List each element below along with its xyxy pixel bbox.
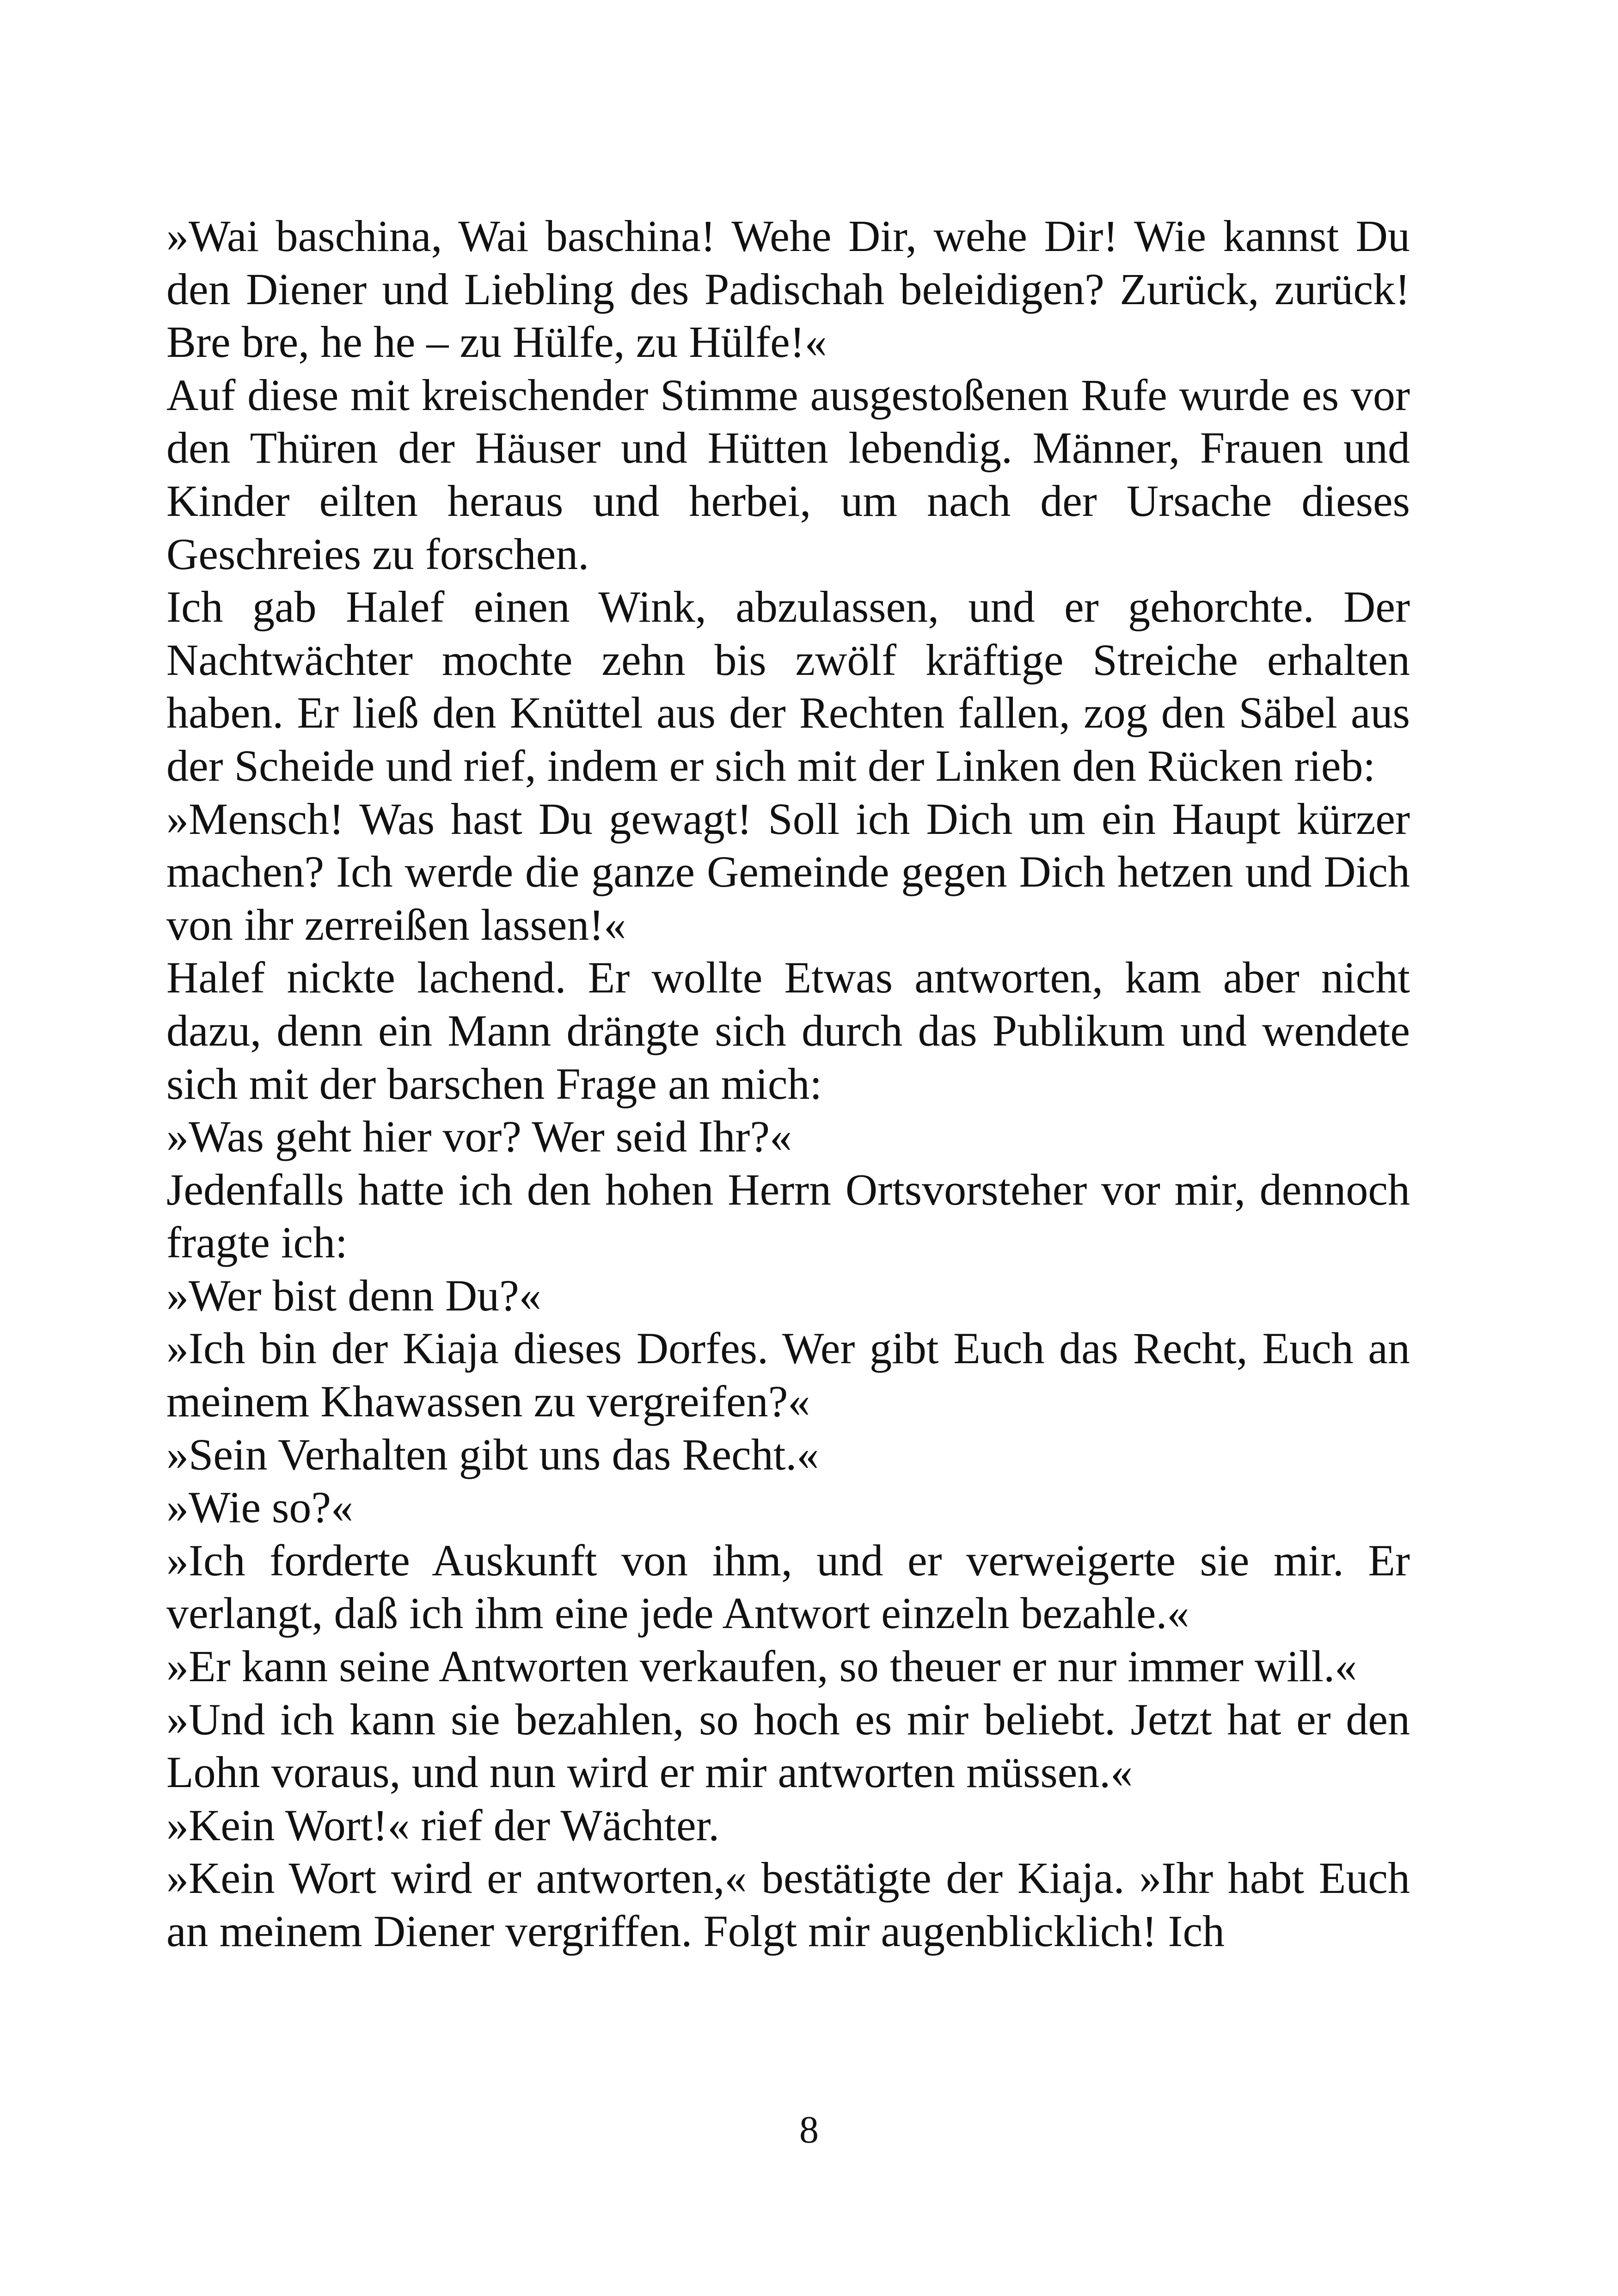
paragraph: »Ich bin der Kiaja dieses Dorfes. Wer gibt Euch das Recht, Euch an meinem Khawassen zu vergreifen?« bbox=[166, 1323, 1410, 1427]
paragraph: Auf diese mit kreischender Stimme ausgestoßenen Rufe wurde es vor den Thüren der Häuser und Hütten lebendig. Männer, Frauen und Kinder eilten heraus und herbei, um nach der Ursache dieses Geschreies zu forschen. bbox=[166, 370, 1410, 579]
paragraph: Halef nickte lachend. Er wollte Etwas antworten, kam aber nicht dazu, denn ein Mann drängte sich durch das Publikum und wendete sich mit der barschen Frage an mich: bbox=[166, 953, 1410, 1108]
paragraph: »Ich forderte Auskunft von ihm, und er verweigerte sie mir. Er verlangt, daß ich ihm eine jede Antwort einzeln bezahle.« bbox=[166, 1535, 1410, 1638]
paragraph: Ich gab Halef einen Wink, abzulassen, und er gehorchte. Der Nachtwächter mochte zehn bis zwölf kräftige Streiche erhalten haben. Er ließ den Knüttel aus der Rechten fallen, zog den Säbel aus der Scheide und rief, indem er sich mit der Linken den Rücken rieb: bbox=[166, 582, 1410, 790]
paragraph: »Sein Verhalten gibt uns das Recht.« bbox=[166, 1429, 819, 1479]
paragraph: »Er kann seine Antworten verkaufen, so theuer er nur immer will.« bbox=[166, 1641, 1357, 1691]
paragraph: »Was geht hier vor? Wer seid Ihr?« bbox=[166, 1112, 792, 1162]
paragraph: »Kein Wort!« rief der Wächter. bbox=[166, 1800, 720, 1850]
paragraph: »Und ich kann sie bezahlen, so hoch es mir beliebt. Jetzt hat er den Lohn voraus, und nun wird er mir antworten müssen.« bbox=[166, 1694, 1410, 1797]
body-text bbox=[166, 210, 1410, 1958]
paragraph: »Mensch! Was hast Du gewagt! Soll ich Dich um ein Haupt kürzer machen? Ich werde die ganze Gemeinde gegen Dich hetzen und Dich von ihr zerreißen lassen!« bbox=[166, 794, 1410, 949]
paragraph: »Wie so?« bbox=[166, 1482, 354, 1532]
page-number: 8 bbox=[799, 2108, 819, 2151]
paragraph: »Kein Wort wird er antworten,« bestätigte der Kiaja. »Ihr habt Euch an meinem Diener vergriffen. Folgt mir augenblicklich! Ich bbox=[166, 1853, 1410, 1956]
paragraph: Jedenfalls hatte ich den hohen Herrn Ortsvorsteher vor mir, dennoch fragte ich: bbox=[166, 1164, 1410, 1267]
paragraph: »Wer bist denn Du?« bbox=[166, 1270, 541, 1320]
paragraph: »Wai baschina, Wai baschina! Wehe Dir, wehe Dir! Wie kannst Du den Diener und Liebling des Padischah beleidigen? Zurück, zurück! Bre bre, he he – zu Hülfe, zu Hülfe!« bbox=[166, 211, 1410, 367]
